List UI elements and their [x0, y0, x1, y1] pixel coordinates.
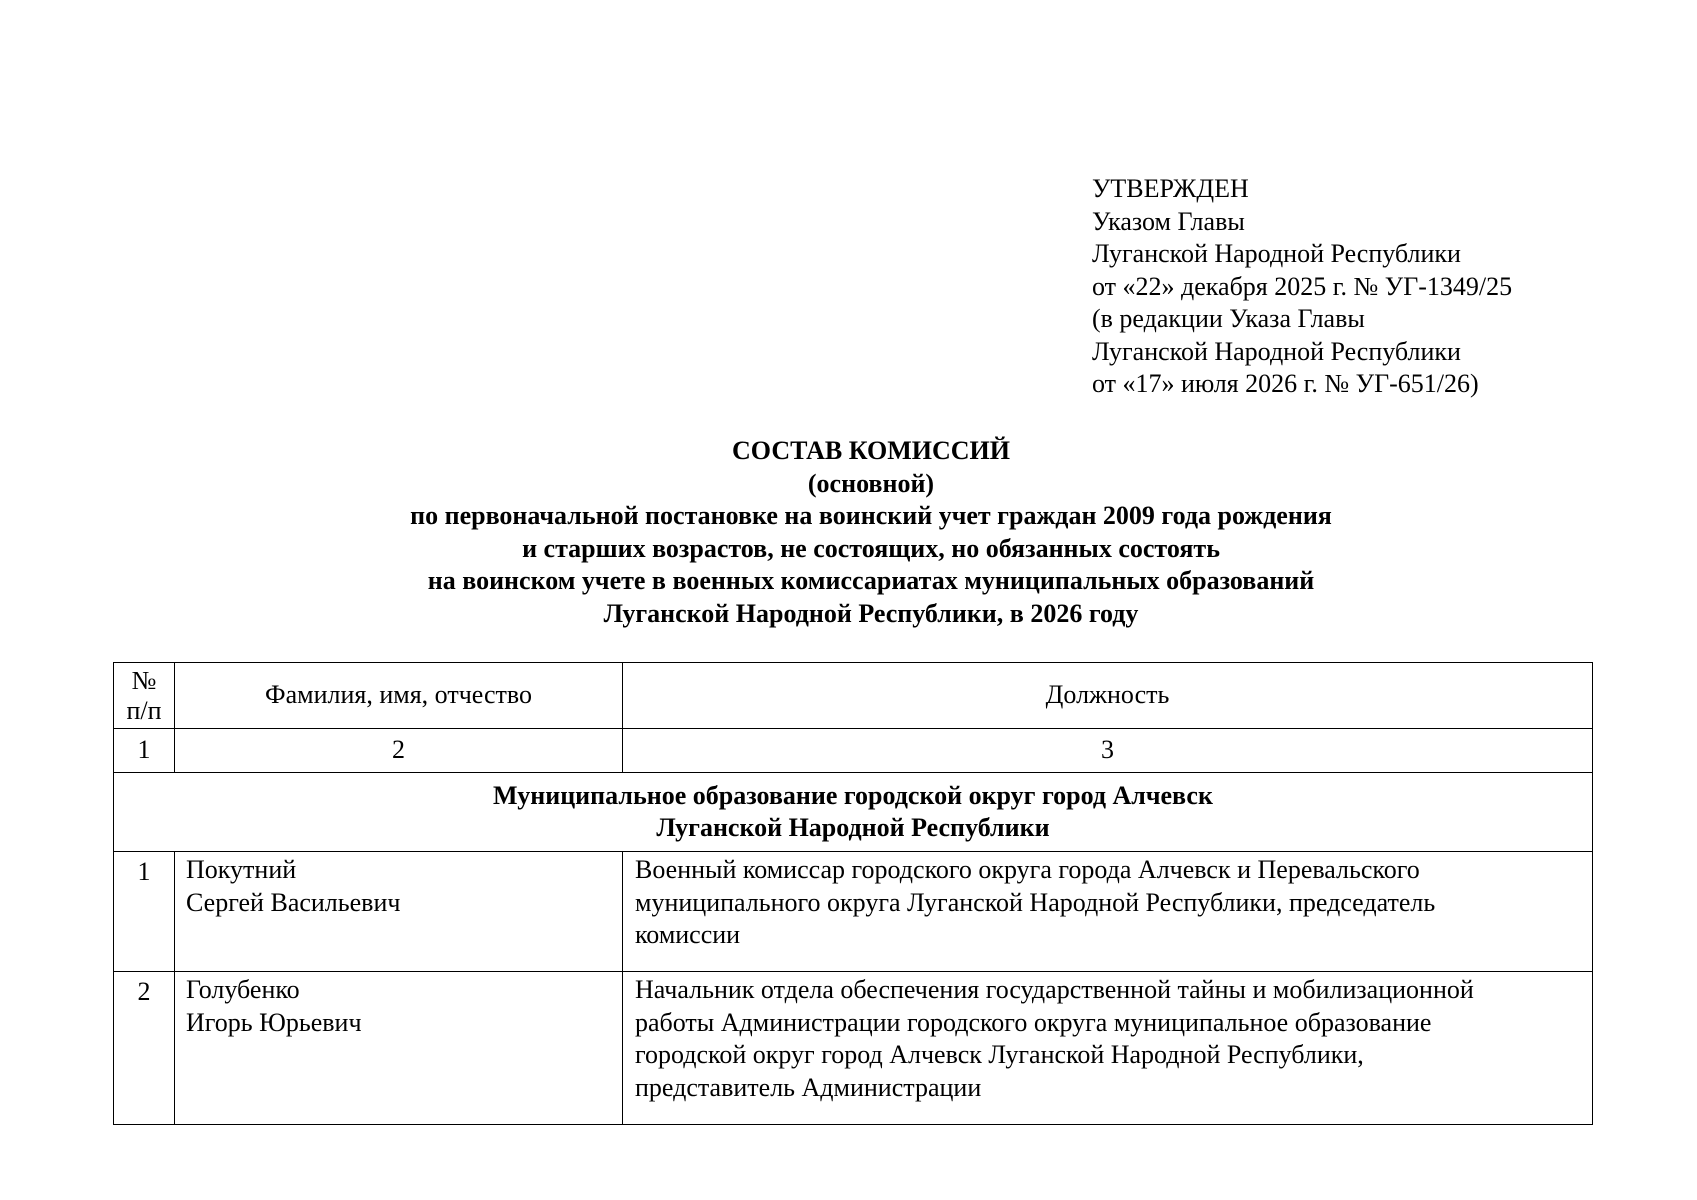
column-index: 3	[623, 729, 1593, 773]
commission-table	[113, 662, 1593, 1125]
title-line: и старших возрастов, не состоящих, но обязанных состоять	[522, 533, 1220, 563]
section-line: Луганской Народной Республики	[656, 813, 1050, 842]
section-row	[114, 773, 1593, 852]
approval-line: от «17» июля 2026 г. № УГ-651/26)	[1092, 369, 1479, 398]
member-surname: Голубенко	[186, 975, 300, 1004]
position-line: городской округ город Алчевск Луганской Народной Республики,	[635, 1040, 1364, 1069]
header-full-name: Фамилия, имя, отчество	[175, 663, 623, 729]
title-line: (основной)	[807, 468, 935, 498]
table-header-row	[114, 663, 1593, 729]
member-surname: Покутний	[186, 855, 297, 884]
header-number-abbrev: п/п	[126, 695, 162, 725]
title-line: СОСТАВ КОМИССИЙ	[732, 436, 1010, 465]
table-row	[114, 852, 1593, 972]
row-number: 2	[114, 972, 175, 1125]
title-line: Луганской Народной Республики, в 2026 году	[603, 598, 1139, 628]
approval-line: (в редакции Указа Главы	[1092, 304, 1365, 333]
header-number-symbol: №	[131, 665, 157, 695]
approval-line: Луганской Народной Республики	[1092, 239, 1461, 268]
position-line: муниципального округа Луганской Народной Республики, председатель	[635, 887, 1436, 917]
member-name	[175, 852, 623, 972]
header-number	[114, 663, 175, 729]
approval-line: Указом Главы	[1092, 206, 1245, 236]
position-line: Начальник отдела обеспечения государственной тайны и мобилизационной	[635, 975, 1474, 1004]
title-line: по первоначальной постановке на воинский учет граждан 2009 года рождения	[410, 501, 1332, 530]
position-line: комиссии	[635, 920, 741, 949]
header-position: Должность	[623, 663, 1593, 729]
table-row	[114, 972, 1593, 1125]
column-index-row	[114, 729, 1593, 773]
position-line: работы Администрации городского округа муниципальное образование	[635, 1007, 1432, 1037]
member-position	[623, 852, 1593, 972]
approval-line: Луганской Народной Республики	[1092, 336, 1461, 366]
member-given-names: Игорь Юрьевич	[186, 1007, 362, 1037]
section-line: Муниципальное образование городской округ город Алчевск	[493, 780, 1213, 810]
section-heading	[114, 773, 1593, 852]
document-title	[0, 435, 1697, 630]
column-index: 2	[175, 729, 623, 773]
approval-stamp	[1092, 173, 1512, 401]
row-number: 1	[114, 852, 175, 972]
approval-line: УТВЕРЖДЕН	[1092, 174, 1249, 203]
position-line: Военный комиссар городского округа города Алчевск и Перевальского	[635, 855, 1420, 884]
approval-line: от «22» декабря 2025 г. № УГ-1349/25	[1092, 271, 1513, 301]
member-given-names: Сергей Васильевич	[186, 887, 401, 917]
column-index: 1	[114, 729, 175, 773]
member-name	[175, 972, 623, 1125]
position-line: представитель Администрации	[635, 1072, 982, 1102]
member-position	[623, 972, 1593, 1125]
title-line: на воинском учете в военных комиссариатах муниципальных образований	[427, 566, 1315, 595]
